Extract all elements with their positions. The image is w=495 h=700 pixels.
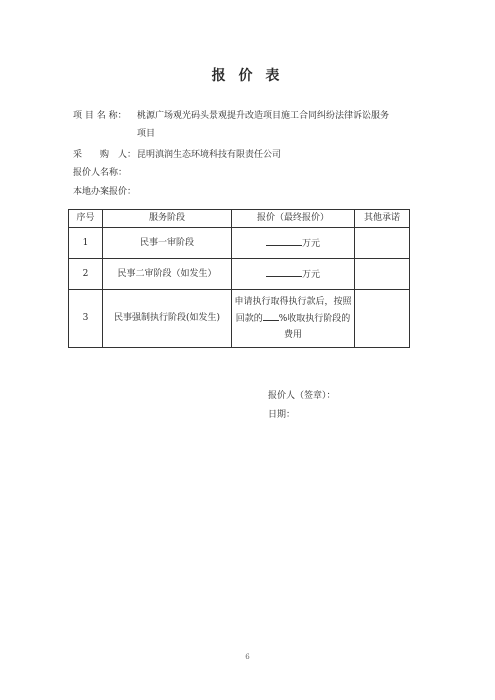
date-label: 日期： bbox=[268, 410, 296, 420]
buyer-row bbox=[73, 149, 281, 161]
row-no: 3 bbox=[69, 290, 103, 348]
header-stage: 服务阶段 bbox=[103, 210, 232, 228]
page-title: 报 价 表 bbox=[211, 68, 284, 84]
table-row bbox=[69, 228, 410, 259]
project-name-continued: 项目 bbox=[137, 129, 156, 139]
buyer-label: 采 购 人： bbox=[73, 150, 137, 160]
row-quote bbox=[232, 290, 355, 348]
quote-text-before: 申请执行取得执行款后，按照回款的 bbox=[234, 297, 352, 324]
table-row bbox=[69, 259, 410, 290]
quote-table bbox=[68, 209, 410, 348]
project-name-label: 项 目 名 称： bbox=[73, 111, 127, 121]
bidder-signature-label: 报价人（签章）： bbox=[268, 391, 336, 401]
row-no: 1 bbox=[69, 228, 103, 259]
amount-blank bbox=[266, 266, 302, 277]
header-other: 其他承诺 bbox=[355, 210, 410, 228]
quote-text-after: %收取执行阶段的费用 bbox=[278, 314, 351, 340]
project-name-value: 桃源广场观光码头景观提升改造项目施工合同纠纷法律诉讼服务 bbox=[137, 111, 390, 121]
table-row bbox=[69, 290, 410, 348]
row-other bbox=[355, 228, 410, 259]
table-header-row bbox=[69, 210, 410, 228]
project-name-row bbox=[73, 110, 389, 122]
row-other bbox=[355, 259, 410, 290]
unit-label: 万元 bbox=[301, 269, 320, 280]
row-no: 2 bbox=[69, 259, 103, 290]
row-quote bbox=[232, 228, 355, 259]
row-stage: 民事强制执行阶段(如发生) bbox=[103, 290, 232, 348]
unit-label: 万元 bbox=[301, 238, 320, 249]
row-quote bbox=[232, 259, 355, 290]
row-stage: 民事一审阶段 bbox=[103, 228, 232, 259]
bidder-name-label: 报价人名称： bbox=[73, 168, 128, 178]
amount-blank bbox=[266, 235, 302, 246]
row-other bbox=[355, 290, 410, 348]
page-number: 6 bbox=[245, 653, 250, 661]
header-quote: 报价（最终报价） bbox=[232, 210, 355, 228]
percent-blank bbox=[263, 310, 279, 321]
row-stage: 民事二审阶段（如发生） bbox=[103, 259, 232, 290]
buyer-value: 昆明滇润生态环境科技有限责任公司 bbox=[137, 150, 282, 160]
local-office-quote-label: 本地办案报价： bbox=[73, 187, 137, 197]
header-no: 序号 bbox=[69, 210, 103, 228]
